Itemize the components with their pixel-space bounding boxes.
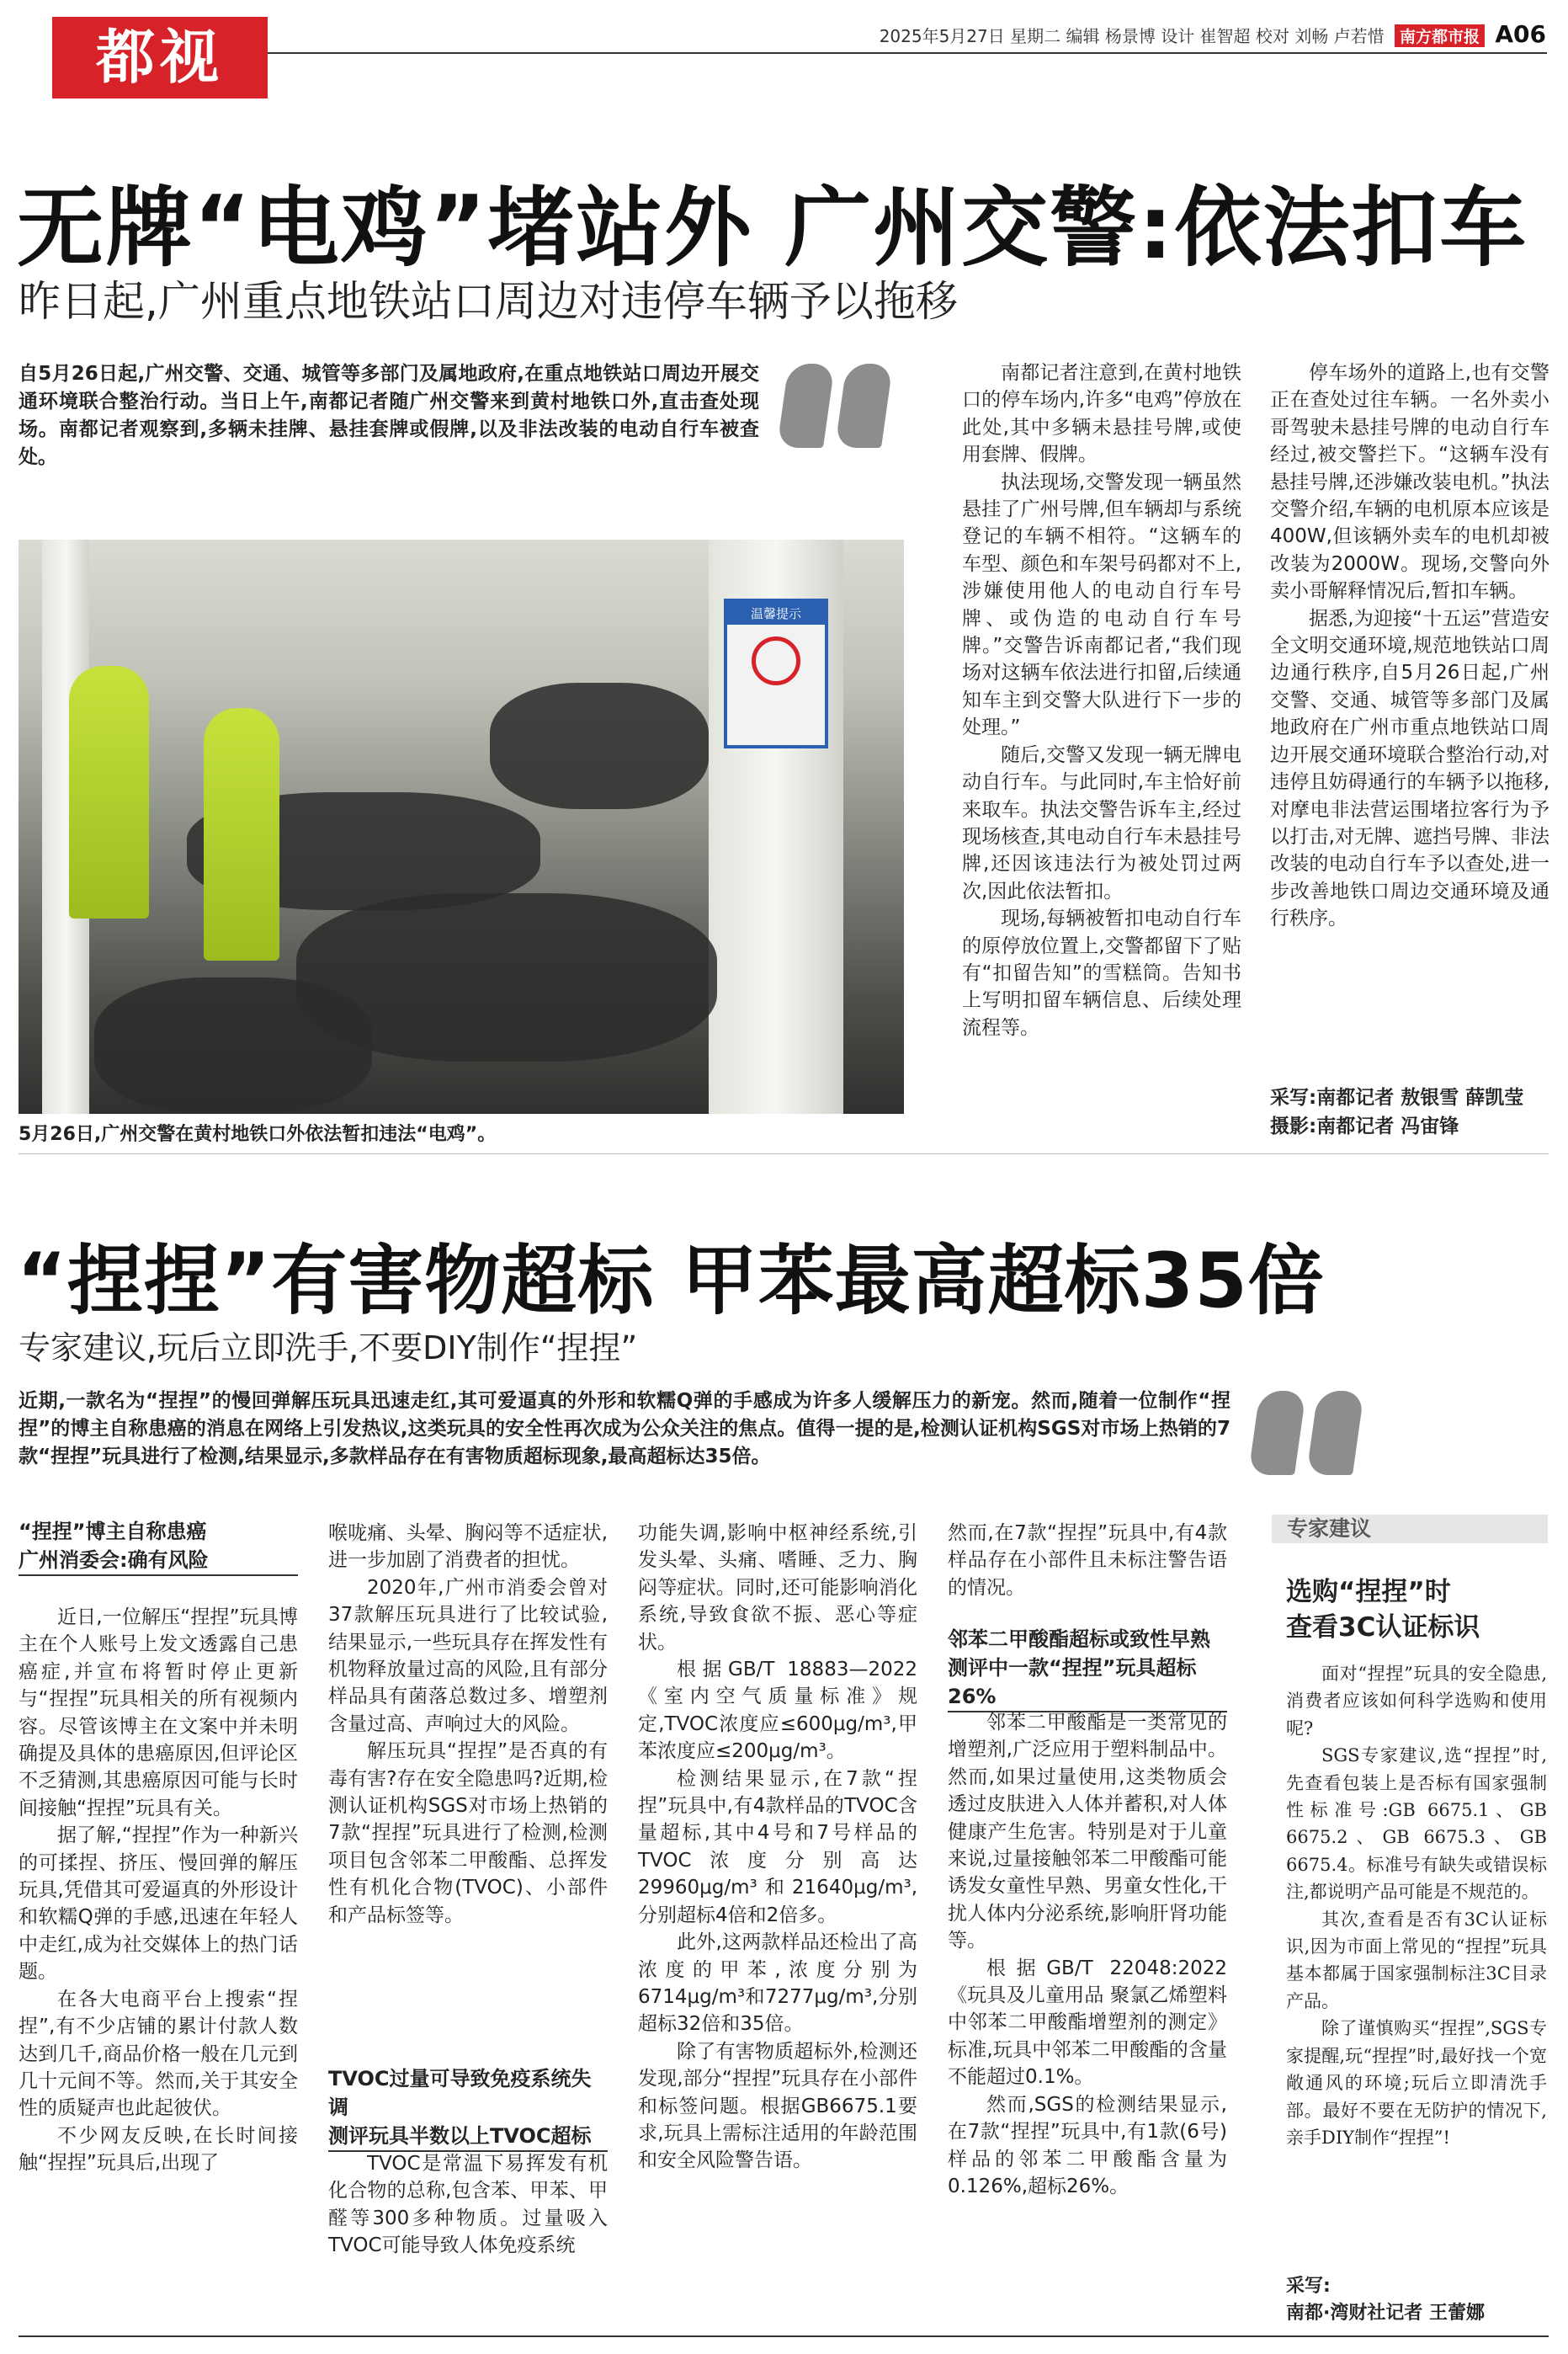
- header-rule: [268, 52, 1547, 54]
- paragraph: 现场,每辆被暂扣电动自行车的原停放位置上,交警都留下了贴有“扣留告知”的雪糕筒。告知书上写明扣留车辆信息、后续处理流程等。: [962, 908, 1241, 1039]
- paragraph: 解压玩具“捏捏”是否真的有毒有害?存在安全隐患吗?近期,检测认证机构SGS对市场上热销的7款“捏捏”玩具进行了检测,检测项目包含邻苯二甲酸酯、总挥发性有机化合物(TVOC)、小部件和产品标签等。: [328, 1740, 608, 1926]
- story2-column-4-top: [948, 1520, 1227, 1601]
- no-parking-icon: [752, 636, 800, 685]
- story2-subheadline: 专家建议,玩后立即洗手,不要DIY制作“捏捏”: [19, 1329, 638, 1366]
- bottom-rule: [19, 2335, 1549, 2337]
- heading-rule: [19, 1574, 298, 1576]
- quote-mark-icon: [783, 364, 909, 456]
- story2-column-2-top: [328, 1520, 608, 1929]
- story1-subheadline: 昨日起,广州重点地铁站口周边对违停车辆予以拖移: [19, 277, 958, 326]
- photo-officer: [69, 666, 149, 919]
- paragraph: 2020年,广州市消委会曾对37款解压玩具进行了比较试验,结果显示,一些玩具存在挥发性有机物释放量过高的风险,且有部分样品具有菌落总数过多、增塑剂含量过高、声响过大的风险。: [328, 1576, 608, 1735]
- paragraph: 其次,查看是否有3C认证标识,因为市面上常见的“捏捏”玩具基本都属于国家强制标注3C目录产品。: [1286, 1909, 1547, 2011]
- paragraph: 然而,SGS的检测结果显示,在7款“捏捏”玩具中,有1款(6号)样品的邻苯二甲酸酯含量为0.126%,超标26%。: [948, 2093, 1227, 2197]
- story2-column-2-bottom: [328, 2150, 608, 2260]
- paragraph: 执法现场,交警发现一辆虽然悬挂了广州号牌,但车辆却与系统登记的车辆不相符。“这辆车的车型、颜色和车架号码都对不上,涉嫌使用他人的电动自行车号牌、或伪造的电动自行车号牌。”交警告诉南都记者,“我们现场对这辆车依法进行扣留,后续通知车主到交警大队进行下一步的处理。”: [962, 471, 1241, 739]
- story2-headline: “捏捏”有害物超标 甲苯最高超标35倍: [17, 1237, 1325, 1325]
- byline-writers: 采写:南都记者 敖银雪 薛凯莹: [1270, 1087, 1524, 1109]
- photo-sign-board: [724, 599, 828, 748]
- expert-advice-label: 专家建议: [1272, 1515, 1548, 1543]
- story2-section2-heading: [328, 2064, 608, 2152]
- byline-label: 采写:: [1286, 2276, 1331, 2297]
- section-separator: [19, 1153, 1549, 1154]
- section-tag: 都视: [52, 17, 268, 99]
- paragraph: 随后,交警又发现一辆无牌电动自行车。与此同时,车主恰好前来取车。执法交警告诉车主,经过现场核查,其电动自行车未悬挂号牌,还因该违法行为被处罚过两次,因此依法暂扣。: [962, 743, 1241, 903]
- paragraph: 据了解,“捏捏”作为一种新兴的可揉捏、挤压、慢回弹的解压玩具,凭借其可爱逼真的外形设计和软糯Q弹的手感,迅速在年轻人中走红,成为社交媒体上的热门话题。: [19, 1824, 298, 1984]
- heading-line: 测评中一款“捏捏”玩具超标26%: [948, 1656, 1197, 1708]
- heading-line: “捏捏”博主自称患癌: [19, 1520, 207, 1543]
- story2-column-3: [638, 1520, 917, 2175]
- page-number: A06: [1495, 20, 1546, 48]
- paragraph: 据悉,为迎接“十五运”营造安全文明交通环境,规范地铁站口周边通行秩序,自5月26日起,广州交警、交通、城管等多部门及属地政府在广州市重点地铁站口周边开展交通环境联合整治行动,对违停且妨碍通行的车辆予以拖移,对摩电非法营运围堵拉客行为予以打击,对无牌、遮挡号牌、非法改装的电动自行车予以查处,进一步改善地铁口周边交通环境及通行秩序。: [1270, 607, 1549, 930]
- heading-line: 查看3C认证标识: [1286, 1612, 1480, 1643]
- edition-info: [880, 20, 1546, 48]
- paragraph: 除了谨慎购买“捏捏”,SGS专家提醒,玩“捏捏”时,最好找一个宽敞通风的环境;玩后立即清洗手部。最好不要在无防护的情况下,亲手DIY制作“捏捏”!: [1286, 2018, 1547, 2148]
- sign-title: 温馨提示: [727, 602, 825, 625]
- paragraph: 根据GB/T 18883—2022《室内空气质量标准》规定,TVOC浓度应≤600μg/m³,甲苯浓度应≤200μg/m³。: [638, 1659, 917, 1763]
- paragraph: TVOC是常温下易挥发有机化合物的总称,包含苯、甲苯、甲醛等300多种物质。过量吸入TVOC可能导致人体免疫系统: [328, 2153, 608, 2257]
- photo-officer: [204, 708, 279, 961]
- paragraph: 不少网友反映,在长时间接触“捏捏”玩具后,出现了: [19, 2124, 298, 2175]
- news-photo: [19, 540, 904, 1114]
- paragraph: 邻苯二甲酸酯是一类常见的增塑剂,广泛应用于塑料制品中。然而,如果过量使用,这类物质会透过皮肤进入人体并蓄积,对人体健康产生危害。特别是对于儿童来说,过量接触邻苯二甲酸酯可能诱发女童性早熟、男童女性化,干扰人体内分泌系统,影响肝肾功能等。: [948, 1712, 1227, 1952]
- heading-line: 选购“捏捏”时: [1286, 1577, 1451, 1607]
- paragraph: 面对“捏捏”玩具的安全隐患,消费者应该如何科学选购和使用呢?: [1286, 1664, 1547, 1739]
- photo-bikes: [94, 977, 372, 1114]
- story2-column-1: [19, 1604, 298, 2177]
- byline-writer: 南都·湾财社记者 王蕾娜: [1286, 2303, 1486, 2324]
- paragraph: 停车场外的道路上,也有交警正在查处过往车辆。一名外卖小哥驾驶未悬挂号牌的电动自行车经过,被交警拦下。“这辆车没有悬挂号牌,还涉嫌改装电机。”执法交警介绍,车辆的电机原本应该是400W,但该辆外卖车的电机却被改装为2000W。现场,交警向外卖小哥解释情况后,暂扣车辆。: [1270, 362, 1549, 603]
- story1-lead: 自5月26日起,广州交警、交通、城管等多部门及属地政府,在重点地铁站口周边开展交通环境联合整治行动。当日上午,南都记者随广州交警来到黄村地铁口外,直击查处现场。南都记者观察到,多辆未挂牌、悬挂套牌或假牌,以及非法改装的电动自行车被查处。: [19, 363, 759, 468]
- heading-line: 广州消委会:确有风险: [19, 1548, 209, 1572]
- story2-lead: 近期,一款名为“捏捏”的慢回弹解压玩具迅速走红,其可爱逼真的外形和软糯Q弹的手感成为许多人缓解压力的新宠。然而,随着一位制作“捏捏”的博主自称患癌的消息在网络上引发热议,这类玩具的安全性再次成为公众关注的焦点。值得一提的是,检测认证机构SGS对市场上热销的7款“捏捏”玩具进行了检测,结果显示,多款样品存在有害物质超标现象,最高超标达35倍。: [19, 1390, 1230, 1467]
- expert-advice-heading: [1286, 1574, 1555, 1645]
- paragraph: 在各大电商平台上搜索“捏捏”,有不少店铺的累计付款人数达到几千,商品价格一般在几元到几十元间不等。然而,关于其安全性的质疑声也此起彼伏。: [19, 1988, 298, 2120]
- heading-line: TVOC过量可导致免疫系统失调: [328, 2067, 592, 2119]
- edition-date-staff: 2025年5月27日 星期二 编辑 杨景博 设计 崔智超 校对 刘畅 卢若惜: [879, 26, 1385, 46]
- paragraph: 此外,这两款样品还检出了高浓度的甲苯,浓度分别为6714μg/m³和7277μg/m³,分别超标32倍和35倍。: [638, 1931, 917, 2036]
- paragraph: SGS专家建议,选“捏捏”时,先查看包装上是否标有国家强制性标准号:GB 6675.1、GB 6675.2、GB 6675.3、GB 6675.4。标准号有缺失或错误标注,都说明产品可能是不规范的。: [1286, 1745, 1547, 1903]
- paragraph: 检测结果显示,在7款“捏捏”玩具中,有4款样品的TVOC含量超标,其中4号和7号样品的TVOC浓度分别高达29960μg/m³和21640μg/m³,分别超标4倍和2倍多。: [638, 1767, 917, 1926]
- paragraph: 根据GB/T 22048:2022《玩具及儿童用品 聚氯乙烯塑料中邻苯二甲酸酯增塑剂的测定》标准,玩具中邻苯二甲酸酯的含量不能超过0.1%。: [948, 1957, 1227, 2089]
- story2-column-4-bottom: [948, 1709, 1227, 2200]
- heading-line: 邻苯二甲酸酯超标或致性早熟: [948, 1627, 1210, 1651]
- story1-byline: [1270, 1084, 1523, 1141]
- story1-column-2: [1270, 359, 1549, 933]
- paragraph: 然而,在7款“捏捏”玩具中,有4款样品存在小部件且未标注警告语的情况。: [948, 1522, 1227, 1599]
- story2-byline: [1286, 2273, 1485, 2327]
- quote-mark-icon: [1254, 1391, 1380, 1483]
- story2-section3-heading: [948, 1625, 1227, 1712]
- story1-column-1: [962, 359, 1241, 1041]
- expert-advice-text: [1286, 1660, 1547, 2151]
- paragraph: 南都记者注意到,在黄村地铁口的停车场内,许多“电鸡”停放在此处,其中多辆未悬挂号牌,或使用套牌、假牌。: [962, 362, 1241, 466]
- story1-headline: 无牌“电鸡”堵站外 广州交警:依法扣车: [17, 178, 1528, 279]
- paper-logo: 南方都市报: [1395, 24, 1485, 47]
- heading-line: 测评玩具半数以上TVOC超标: [328, 2124, 592, 2148]
- paragraph: 喉咙痛、头晕、胸闷等不适症状,进一步加剧了消费者的担忧。: [328, 1522, 608, 1572]
- photo-bikes: [490, 683, 709, 809]
- byline-photographer: 摄影:南都记者 冯宙锋: [1270, 1116, 1459, 1137]
- paragraph: 功能失调,影响中枢神经系统,引发头晕、头痛、嗜睡、乏力、胸闷等症状。同时,还可能影响消化系统,导致食欲不振、恶心等症状。: [638, 1522, 917, 1654]
- paragraph: 除了有害物质超标外,检测还发现,部分“捏捏”玩具存在小部件和标签问题。根据GB6675.1要求,玩具上需标注适用的年龄范围和安全风险警告语。: [638, 2040, 917, 2172]
- paragraph: 近日,一位解压“捏捏”玩具博主在个人账号上发文透露自己患癌症,并宣布将暂时停止更新与“捏捏”玩具相关的所有视频内容。尽管该博主在文案中并未明确提及具体的患癌原因,但评论区不乏猜测,其患癌原因可能与长时间接触“捏捏”玩具有关。: [19, 1606, 298, 1819]
- story2-section1-heading: [19, 1517, 298, 1576]
- photo-caption: 5月26日,广州交警在黄村地铁口外依法暂扣违法“电鸡”。: [19, 1124, 497, 1145]
